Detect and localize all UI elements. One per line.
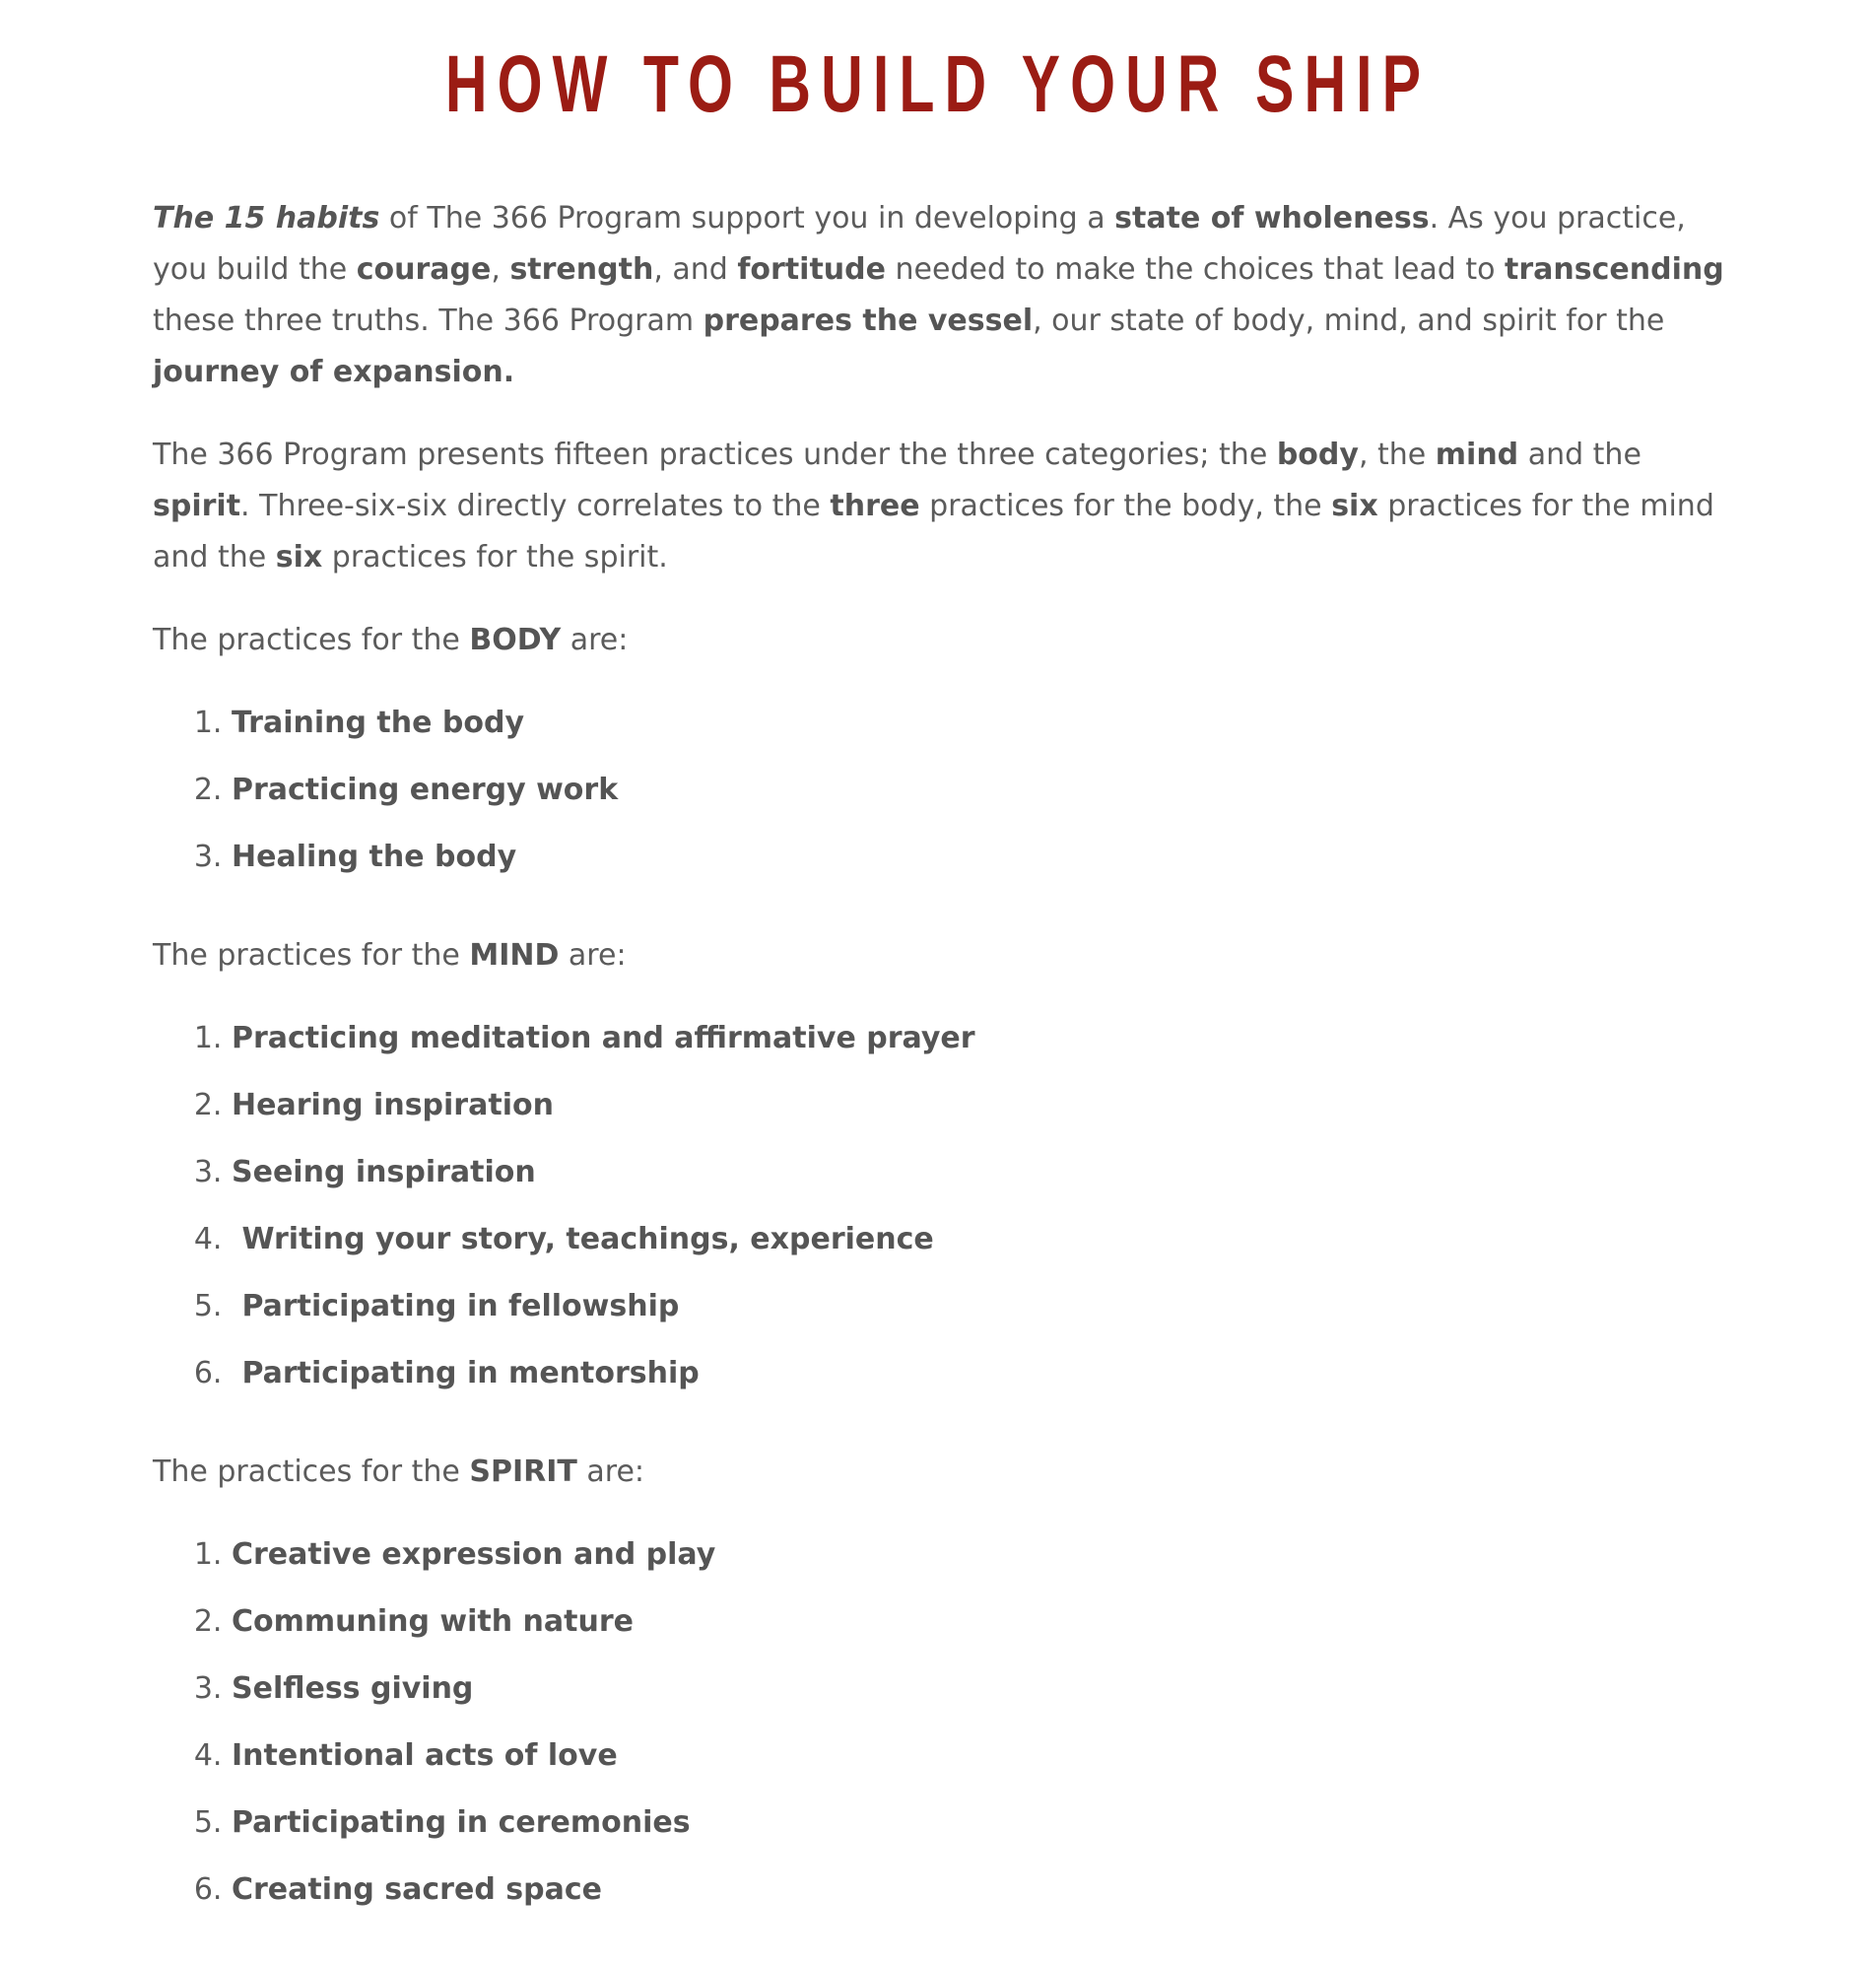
- list-item: 3. Seeing inspiration: [232, 1147, 1741, 1214]
- list-item: 3. Healing the body: [232, 832, 1741, 899]
- spirit-practices-list: [153, 1529, 1741, 1931]
- list-item: 6. Participating in mentorship: [232, 1348, 1741, 1415]
- body-practices-list: [153, 698, 1741, 899]
- list-item: 3. Selfless giving: [232, 1663, 1741, 1730]
- body-intro: The practices for the BODY are:: [153, 623, 629, 657]
- categories-paragraph: The 366 Program presents fifteen practices under the three categories; the body, the mind and the spirit. Three-six-six directly correlates to the three practices for the body, the six practices for the mind and the six practices for the spirit.: [153, 438, 1714, 575]
- intro-paragraph: The 15 habits of The 366 Program support you in developing a state of wholeness. As you practice, you build the courage, strength, and fortitude needed to make the choices that lead to transcending these three truths. The 366 Program prepares the vessel, our state of body, mind, and spirit for the journey of expansion.: [153, 201, 1724, 389]
- list-item: 1. Creative expression and play: [232, 1529, 1741, 1596]
- mind-practices-list: [153, 1013, 1741, 1415]
- mind-intro: The practices for the MIND are:: [153, 938, 627, 973]
- page-title: HOW TO BUILD YOUR SHIP: [444, 39, 1432, 129]
- list-item: 6. Creating sacred space: [232, 1864, 1741, 1931]
- article-body: [153, 193, 1741, 1963]
- emphasis: The 15 habits: [153, 201, 380, 236]
- list-item: 4. Intentional acts of love: [232, 1730, 1741, 1797]
- list-item: 5. Participating in fellowship: [232, 1281, 1741, 1348]
- spirit-intro: The practices for the SPIRIT are:: [153, 1455, 645, 1489]
- list-item: 2. Hearing inspiration: [232, 1080, 1741, 1147]
- list-item: 2. Communing with nature: [232, 1596, 1741, 1663]
- list-item: 1. Practicing meditation and affirmative prayer: [232, 1013, 1741, 1080]
- list-item: 2. Practicing energy work: [232, 765, 1741, 832]
- list-item: 4. Writing your story, teachings, experience: [232, 1214, 1741, 1281]
- list-item: 5. Participating in ceremonies: [232, 1797, 1741, 1864]
- list-item: 1. Training the body: [232, 698, 1741, 765]
